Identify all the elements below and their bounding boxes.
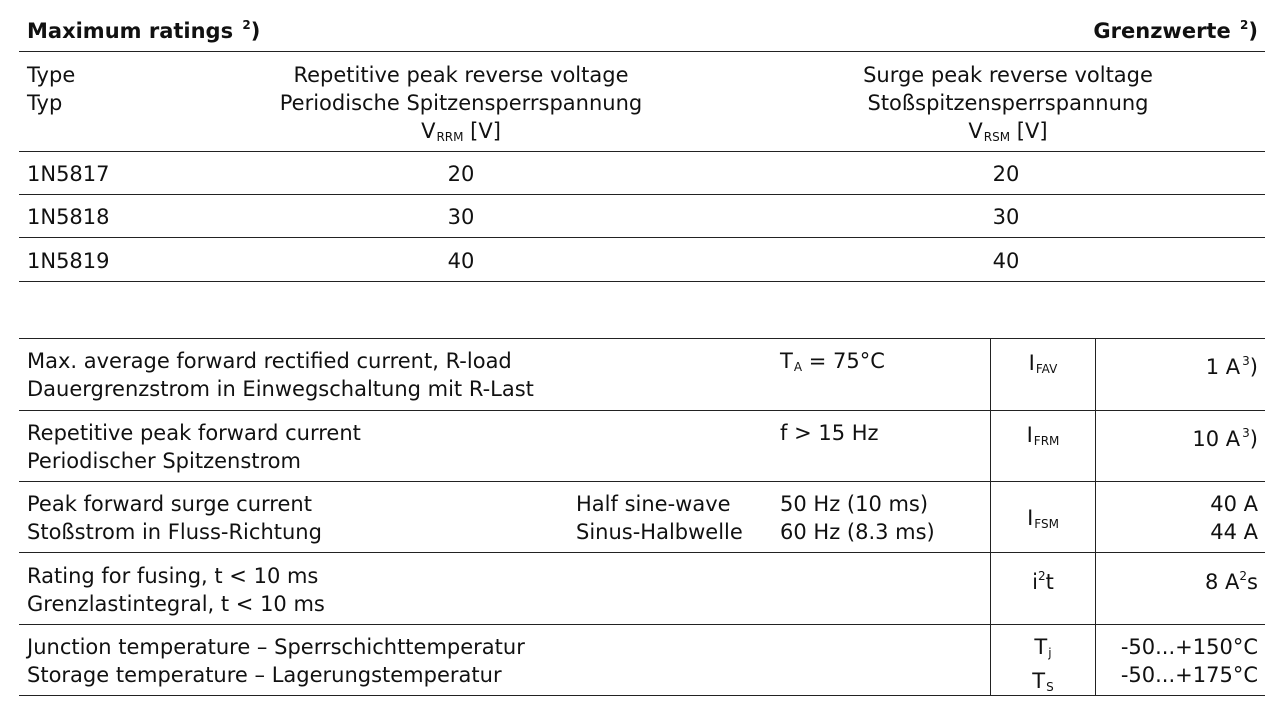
footnote-paren: ) [250, 19, 261, 43]
section-title [27, 18, 260, 43]
rating-value-text: 10 A [1192, 427, 1241, 451]
vrrm-symbol-base: V [421, 119, 436, 143]
vrsm-symbol-sub: RSM [983, 130, 1011, 144]
table-rule-bottom [19, 281, 1265, 282]
rating-value [1192, 419, 1258, 453]
condition-symbol: T [780, 349, 793, 373]
vrrm-header-en: Repetitive peak reverse voltage [293, 63, 629, 87]
rating-symbol [991, 633, 1095, 701]
condition-value: = 75°C [802, 349, 885, 373]
rating-value [1210, 490, 1258, 546]
rating-symbol-junction [991, 633, 1095, 667]
ratings-rule [19, 410, 1265, 411]
vrrm-unit: [V] [470, 119, 501, 143]
rating-condition [780, 347, 885, 381]
rating-value-60hz: 44 A [1210, 520, 1258, 544]
section-title-text: Maximum ratings [27, 19, 234, 43]
rating-value-text: 1 A [1205, 355, 1241, 379]
section-title-german-text: Grenzwerte [1093, 19, 1231, 43]
table-rule-header [19, 151, 1265, 152]
rating-description-en: Peak forward surge current [27, 492, 312, 516]
rating-value-tail: s [1247, 570, 1258, 594]
table-row-vrsm: 20 [992, 162, 1020, 186]
footnote-mark: 2 [242, 18, 251, 32]
rating-value-50hz: 40 A [1210, 492, 1258, 516]
rating-description-en: Repetitive peak forward current [27, 421, 361, 445]
vrsm-header [798, 61, 1218, 151]
rating-description [27, 490, 322, 546]
vrrm-header-de: Periodische Spitzensperrspannung [279, 91, 643, 115]
ratings-rule [19, 481, 1265, 482]
rating-value-note: 3 [1242, 426, 1250, 440]
vrrm-header [256, 61, 666, 151]
rating-symbol-sup: 2 [1037, 569, 1046, 583]
rating-description [27, 347, 534, 403]
rating-value-note: 3 [1242, 354, 1250, 368]
rating-value [1206, 347, 1258, 381]
table-rule-top [19, 51, 1265, 52]
rating-waveform-de: Sinus-Halbwelle [576, 520, 743, 544]
table-row-vrsm: 40 [992, 249, 1020, 273]
ratings-rule [19, 338, 1265, 339]
rating-symbol-base: T [1034, 635, 1048, 659]
condition-symbol-sub: A [793, 360, 803, 374]
rating-description-en: Rating for fusing, t < 10 ms [27, 564, 319, 588]
vrsm-symbol-base: V [968, 119, 983, 143]
rating-description [27, 562, 325, 618]
vrsm-symbol [798, 117, 1218, 151]
vrrm-symbol [256, 117, 666, 151]
rating-value-junction: -50...+150°C [1120, 635, 1258, 659]
table-row-vrrm: 20 [447, 162, 475, 186]
table-row-vrrm: 40 [447, 249, 475, 273]
rating-description-de: Periodischer Spitzenstrom [27, 449, 301, 473]
rating-symbol [991, 423, 1095, 448]
rating-symbol-sub: FRM [1033, 434, 1060, 448]
rating-condition-60hz: 60 Hz (8.3 ms) [780, 520, 935, 544]
footnote-paren-german: ) [1248, 19, 1258, 43]
rating-symbol-tail: t [1045, 570, 1054, 594]
rating-symbol-sub: S [1046, 680, 1054, 694]
rating-value-text: 8 A [1205, 570, 1240, 594]
rating-symbol-base: I [1026, 423, 1033, 447]
rating-symbol-base: I [1028, 351, 1035, 375]
rating-description [27, 419, 361, 475]
table-row-type: 1N5818 [27, 205, 110, 229]
rating-description-en: Max. average forward rectified current, R-load [27, 349, 512, 373]
type-header-en: Type [27, 63, 76, 87]
rating-condition [780, 490, 935, 546]
rating-value-storage: -50...+175°C [1120, 663, 1258, 687]
rating-value [1121, 633, 1258, 689]
table-row-vrrm: 30 [447, 205, 475, 229]
vrsm-unit: [V] [1016, 119, 1048, 143]
ratings-rule [19, 624, 1265, 625]
ratings-col-divider [1095, 338, 1096, 696]
rating-symbol-sub: FSM [1034, 517, 1059, 531]
table-row-divider [19, 237, 1265, 238]
rating-description-junction: Junction temperature – Sperrschichttemperatur [27, 635, 525, 659]
rating-waveform [576, 490, 743, 546]
rating-condition-50hz: 50 Hz (10 ms) [780, 492, 929, 516]
vrsm-header-de: Stoßspitzensperrspannung [867, 91, 1149, 115]
rating-description-de: Dauergrenzstrom in Einwegschaltung mit R-Last [27, 377, 534, 401]
rating-waveform-en: Half sine-wave [576, 492, 731, 516]
table-row-type: 1N5817 [27, 162, 110, 186]
rating-value-sup: 2 [1239, 569, 1248, 583]
rating-symbol-base: I [1027, 506, 1034, 530]
rating-value [1205, 562, 1258, 596]
ratings-rule [19, 552, 1265, 553]
rating-value-paren: ) [1249, 427, 1258, 451]
type-header [27, 61, 75, 117]
table-row-divider [19, 194, 1265, 195]
rating-symbol [991, 562, 1095, 596]
section-title-german [1093, 18, 1258, 43]
vrrm-symbol-sub: RRM [436, 130, 464, 144]
table-row-type: 1N5819 [27, 249, 110, 273]
rating-description [27, 633, 525, 689]
rating-value-paren: ) [1249, 355, 1258, 379]
vrsm-header-en: Surge peak reverse voltage [863, 63, 1153, 87]
rating-symbol [991, 351, 1095, 376]
rating-description-de: Grenzlastintegral, t < 10 ms [27, 592, 325, 616]
rating-symbol-sub: FAV [1035, 362, 1058, 376]
rating-description-de: Stoßstrom in Fluss-Richtung [27, 520, 322, 544]
rating-condition: f > 15 Hz [780, 421, 879, 445]
rating-symbol-base: T [1032, 669, 1046, 693]
table-row-vrsm: 30 [992, 205, 1020, 229]
rating-description-storage: Storage temperature – Lagerungstemperatur [27, 663, 502, 687]
rating-symbol-base: i [1032, 570, 1038, 594]
rating-symbol-storage [991, 667, 1095, 701]
rating-symbol [991, 506, 1095, 531]
footnote-mark-german: 2 [1240, 18, 1249, 32]
type-header-de: Typ [27, 91, 63, 115]
rating-symbol-sub: j [1048, 646, 1052, 660]
